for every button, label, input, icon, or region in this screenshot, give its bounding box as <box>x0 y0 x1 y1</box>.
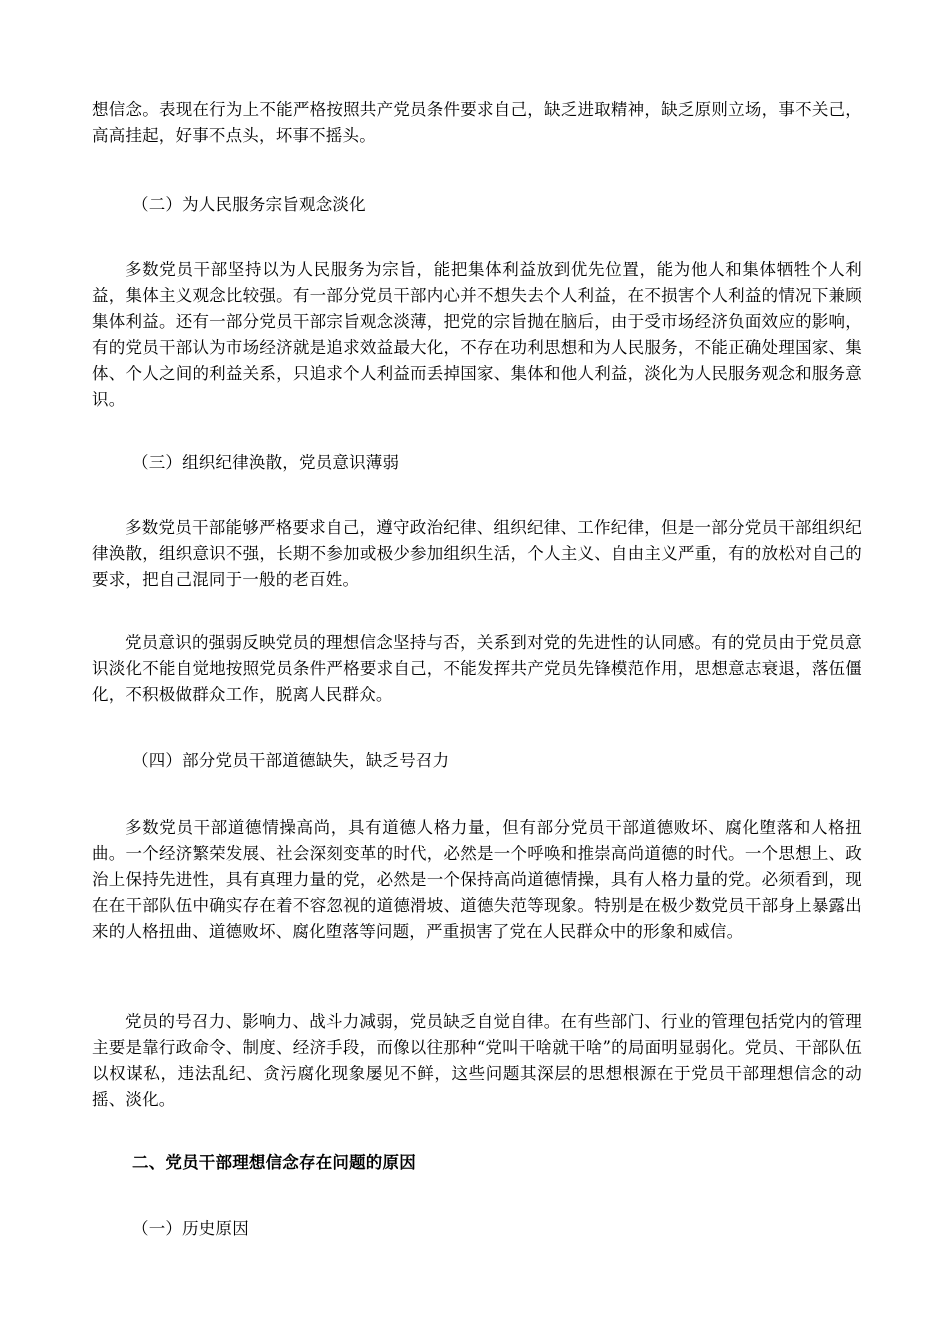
subheading-service-purpose: （二）为人民服务宗旨观念淡化 <box>132 195 366 214</box>
paragraph-party-awareness: 党员意识的强弱反映党员的理想信念坚持与否，关系到对党的先进性的认同感。有的党员由于党员意识淡化不能自觉地按照党员条件严格要求自己，不能发挥共产党员先锋模范作用，思想意志衰退，落伍僵化，不积极做群众工作，脱离人民群众。 <box>92 633 862 704</box>
subheading-morality: （四）部分党员干部道德缺失，缺乏号召力 <box>132 751 450 770</box>
subheading-discipline: （三）组织纪律涣散，党员意识薄弱 <box>132 453 400 472</box>
paragraph-discipline: 多数党员干部能够严格要求自己，遵守政治纪律、组织纪律、工作纪律，但是一部分党员干部组织纪律涣散，组织意识不强，长期不参加或极少参加组织生活，个人主义、自由主义严重，有的放松对自己的要求，把自己混同于一般的老百姓。 <box>92 518 862 589</box>
paragraph-intro: 想信念。表现在行为上不能严格按照共产党员条件要求自己，缺乏进取精神，缺乏原则立场，事不关己，高高挂起，好事不点头，坏事不摇头。 <box>92 100 862 145</box>
paragraph-appeal: 党员的号召力、影响力、战斗力减弱，党员缺乏自觉自律。在有些部门、行业的管理包括党内的管理主要是靠行政命令、制度、经济手段，而像以往那种“党叫干啥就干啥”的局面明显弱化。党员、干部队伍以权谋私，违法乱纪、贪污腐化现象屡见不鲜，这些问题其深层的思想根源在于党员干部理想信念的动摇、淡化。 <box>92 1012 862 1109</box>
paragraph-service-purpose: 多数党员干部坚持以为人民服务为宗旨，能把集体利益放到优先位置，能为他人和集体牺牲个人利益，集体主义观念比较强。有一部分党员干部内心并不想失去个人利益，在不损害个人利益的情况下兼顾集体利益。还有一部分党员干部宗旨观念淡薄，把党的宗旨抛在脑后，由于受市场经济负面效应的影响，有的党员干部认为市场经济就是追求效益最大化，不存在功利思想和为人民服务，不能正确处理国家、集体、个人之间的利益关系，只追求个人利益而丢掉国家、集体和他人利益，淡化为人民服务观念和服务意识。 <box>92 260 862 409</box>
paragraph-morality: 多数党员干部道德情操高尚，具有道德人格力量，但有部分党员干部道德败坏、腐化堕落和人格扭曲。一个经济繁荣发展、社会深刻变革的时代，必然是一个呼唤和推崇高尚道德的时代。一个思想上、政治上保持先进性，具有真理力量的党，必然是一个保持高尚道德情操，具有人格力量的党。必须看到，现在在干部队伍中确实存在着不容忽视的道德滑坡、道德失范等现象。特别是在极少数党员干部身上暴露出来的人格扭曲、道德败坏、腐化堕落等问题，严重损害了党在人民群众中的形象和威信。 <box>92 818 862 941</box>
subheading-historical-reasons: （一）历史原因 <box>132 1219 249 1238</box>
section-heading-causes: 二、党员干部理想信念存在问题的原因 <box>132 1153 416 1172</box>
